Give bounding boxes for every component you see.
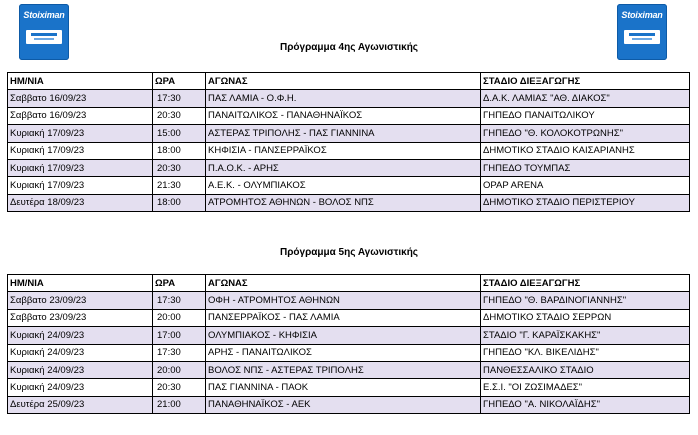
logo-brand-text: Stoiximan	[23, 10, 65, 20]
cell-time: 21:00	[153, 396, 206, 413]
table-row	[8, 177, 690, 194]
cell-match: Α.Ε.Κ. - ΟΛΥΜΠΙΑΚΟΣ	[206, 177, 481, 194]
table-row	[8, 361, 690, 378]
cell-time: 20:30	[153, 379, 206, 396]
table-row	[8, 159, 690, 176]
table-row	[8, 344, 690, 361]
cell-date: Κυριακή 17/09/23	[8, 159, 153, 176]
cell-date: Σαββατο 23/09/23	[8, 309, 153, 326]
cell-venue: ΓΗΠΕΔΟ "Θ. ΒΑΡΔΙΝΟΓΙΑΝΝΗΣ"	[481, 292, 690, 309]
table-row	[8, 142, 690, 159]
cell-time: 17:30	[153, 90, 206, 107]
cell-venue: ΔΗΜΟΤΙΚΟ ΣΤΑΔΙΟ ΠΕΡΙΣΤΕΡΙΟΥ	[481, 194, 690, 211]
round4-title: Πρόγραμμα 4ης Αγωνιστικής	[279, 42, 419, 53]
table-row	[8, 107, 690, 124]
cell-date: Σαββατο 16/09/23	[8, 107, 153, 124]
cell-match: ΠΑΣ ΛΑΜΙΑ - Ο.Φ.Η.	[206, 90, 481, 107]
cell-venue: ΔΗΜΟΤΙΚΟ ΣΤΑΔΙΟ ΣΕΡΡΩΝ	[481, 309, 690, 326]
cell-match: ΠΑΝΑΙΤΩΛΙΚΟΣ - ΠΑΝΑΘΗΝΑΪΚΟΣ	[206, 107, 481, 124]
cell-date: Δευτέρα 18/09/23	[8, 194, 153, 211]
cell-date: Δευτέρα 25/09/23	[8, 396, 153, 413]
cell-venue: ΓΗΠΕΔΟ ΤΟΥΜΠΑΣ	[481, 159, 690, 176]
cell-venue: ΣΤΑΔΙΟ "Γ. ΚΑΡΑΪΣΚΑΚΗΣ"	[481, 327, 690, 344]
round5-schedule-table	[7, 274, 690, 414]
header-time: ΩΡΑ	[153, 275, 206, 292]
table-header-row	[8, 73, 690, 90]
cell-time: 17:30	[153, 344, 206, 361]
cell-time: 20:00	[153, 361, 206, 378]
cell-time: 21:30	[153, 177, 206, 194]
cell-date: Κυριακή 24/09/23	[8, 344, 153, 361]
table-row	[8, 379, 690, 396]
cell-time: 18:00	[153, 194, 206, 211]
table-row	[8, 194, 690, 211]
table-header-row	[8, 275, 690, 292]
cell-date: Κυριακή 17/09/23	[8, 177, 153, 194]
cell-time: 20:30	[153, 107, 206, 124]
cell-date: Σαββατο 16/09/23	[8, 90, 153, 107]
header-date: ΗΜ/ΝΙΑ	[8, 275, 153, 292]
cell-venue: ΓΗΠΕΔΟ "ΚΛ. ΒΙΚΕΛΙΔΗΣ"	[481, 344, 690, 361]
cell-match: ΟΛΥΜΠΙΑΚΟΣ - ΚΗΦΙΣΙΑ	[206, 327, 481, 344]
cell-time: 17:30	[153, 292, 206, 309]
cell-date: Κυριακή 17/09/23	[8, 142, 153, 159]
table-row	[8, 90, 690, 107]
cell-venue: ΓΗΠΕΔΟ "Α. ΝΙΚΟΛΑΪΔΗΣ"	[481, 396, 690, 413]
cell-date: Κυριακή 24/09/23	[8, 327, 153, 344]
cell-venue: ΓΗΠΕΔΟ ΠΑΝΑΙΤΩΛΙΚΟΥ	[481, 107, 690, 124]
cell-match: ΑΡΗΣ - ΠΑΝΑΙΤΩΛΙΚΟΣ	[206, 344, 481, 361]
round4-rows	[8, 90, 690, 212]
cell-time: 15:00	[153, 125, 206, 142]
cell-match: Π.Α.Ο.Κ. - ΑΡΗΣ	[206, 159, 481, 176]
round5-title: Πρόγραμμα 5ης Αγωνιστικής	[279, 247, 419, 258]
table-row	[8, 309, 690, 326]
header-match: ΑΓΩΝΑΣ	[206, 73, 481, 90]
cell-venue: ΔΗΜΟΤΙΚΟ ΣΤΑΔΙΟ ΚΑΙΣΑΡΙΑΝΗΣ	[481, 142, 690, 159]
table-row	[8, 327, 690, 344]
cell-venue: ΓΗΠΕΔΟ "Θ. ΚΟΛΟΚΟΤΡΩΝΗΣ"	[481, 125, 690, 142]
cell-date: Σαββατο 23/09/23	[8, 292, 153, 309]
header-match: ΑΓΩΝΑΣ	[206, 275, 481, 292]
table-row	[8, 396, 690, 413]
cell-match: ΑΤΡΟΜΗΤΟΣ ΑΘΗΝΩΝ - ΒΟΛΟΣ ΝΠΣ	[206, 194, 481, 211]
cell-date: Κυριακή 17/09/23	[8, 125, 153, 142]
cell-match: ΠΑΝΣΕΡΡΑΪΚΟΣ - ΠΑΣ ΛΑΜΙΑ	[206, 309, 481, 326]
logo-brand-text: Stoiximan	[621, 10, 663, 20]
header-venue: ΣΤΑΔΙΟ ΔΙΕΞΑΓΩΓΗΣ	[481, 275, 690, 292]
cell-match: ΒΟΛΟΣ ΝΠΣ - ΑΣΤΕΡΑΣ ΤΡΙΠΟΛΗΣ	[206, 361, 481, 378]
round5-rows	[8, 292, 690, 414]
cell-time: 20:00	[153, 309, 206, 326]
table-row	[8, 125, 690, 142]
cell-match: ΚΗΦΙΣΙΑ - ΠΑΝΣΕΡΡΑΪΚΟΣ	[206, 142, 481, 159]
cell-venue: Ε.Σ.Ι. "ΟΙ ΖΩΣΙΜΑΔΕΣ"	[481, 379, 690, 396]
table-row	[8, 292, 690, 309]
header-venue: ΣΤΑΔΙΟ ΔΙΕΞΑΓΩΓΗΣ	[481, 73, 690, 90]
cell-time: 18:00	[153, 142, 206, 159]
cell-venue: Δ.Α.Κ. ΛΑΜΙΑΣ "ΑΘ. ΔΙΑΚΟΣ"	[481, 90, 690, 107]
round4-schedule-table	[7, 72, 690, 212]
cell-date: Κυριακή 24/09/23	[8, 361, 153, 378]
cell-time: 20:30	[153, 159, 206, 176]
cell-time: 17:00	[153, 327, 206, 344]
cell-venue: ΠΑΝΘΕΣΣΑΛΙΚΟ ΣΤΑΔΙΟ	[481, 361, 690, 378]
cell-match: ΠΑΝΑΘΗΝΑΪΚΟΣ - ΑΕΚ	[206, 396, 481, 413]
cell-date: Κυριακή 24/09/23	[8, 379, 153, 396]
cell-match: ΠΑΣ ΓΙΑΝΝΙΝΑ - ΠΑΟΚ	[206, 379, 481, 396]
header-date: ΗΜ/ΝΙΑ	[8, 73, 153, 90]
cell-match: ΑΣΤΕΡΑΣ ΤΡΙΠΟΛΗΣ - ΠΑΣ ΓΙΑΝΝΙΝΑ	[206, 125, 481, 142]
cell-venue: OPAP ARENA	[481, 177, 690, 194]
header-time: ΩΡΑ	[153, 73, 206, 90]
cell-match: ΟΦΗ - ΑΤΡΟΜΗΤΟΣ ΑΘΗΝΩΝ	[206, 292, 481, 309]
